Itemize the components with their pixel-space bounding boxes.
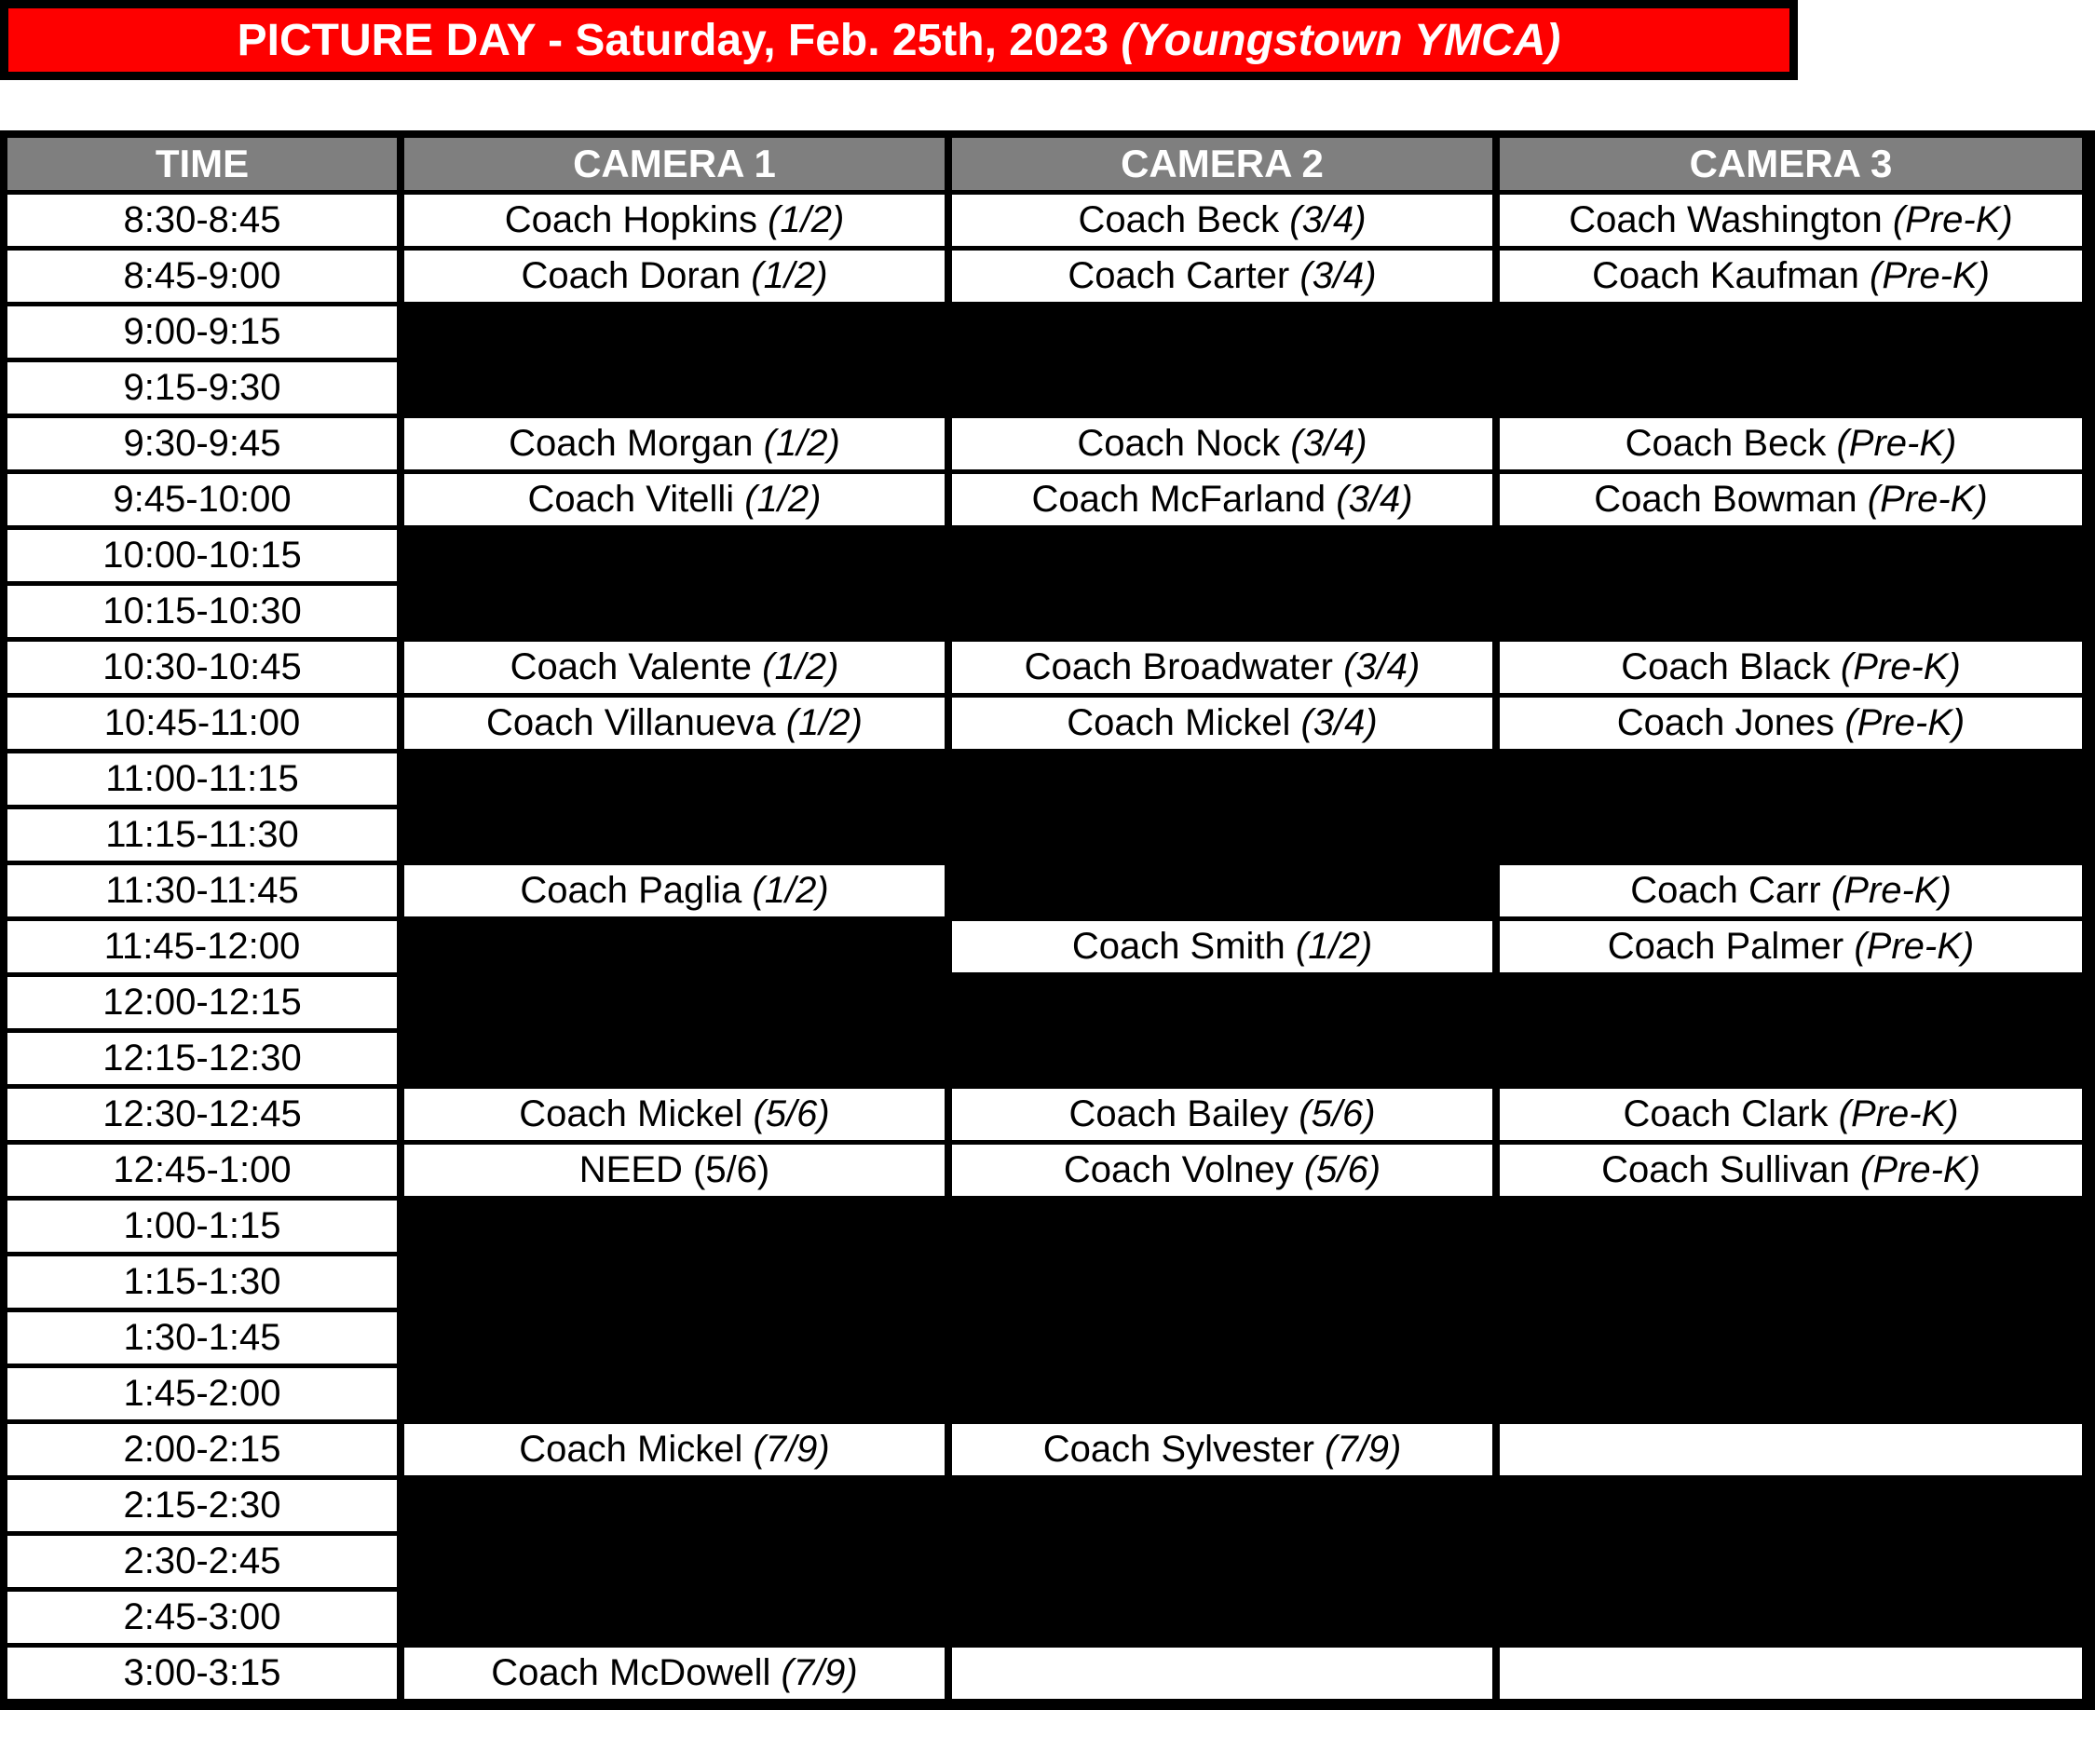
- camera-2-slot: [952, 195, 1492, 246]
- header-row: [7, 138, 2082, 190]
- header-time: TIME: [7, 138, 397, 190]
- table-row: [7, 1145, 2082, 1196]
- table-row: [7, 809, 2082, 861]
- camera-1-slot: [404, 474, 945, 525]
- coach-name: Coach Hopkins: [504, 199, 757, 240]
- camera-1-slot: [404, 1145, 945, 1196]
- table-row: [7, 306, 2082, 358]
- blank-slot: [1500, 1201, 2082, 1252]
- camera-3-slot: [1500, 698, 2082, 749]
- age-group: (3/4): [1300, 702, 1378, 743]
- blank-slot: [404, 1536, 945, 1587]
- table-row: [7, 362, 2082, 414]
- table-row: [7, 698, 2082, 749]
- table-row: [7, 586, 2082, 637]
- coach-name: Coach Palmer: [1607, 926, 1844, 967]
- blank-slot: [1500, 1256, 2082, 1308]
- blank-slot: [1500, 1592, 2082, 1643]
- blank-slot: [1500, 1536, 2082, 1587]
- time-slot: 2:00-2:15: [7, 1424, 397, 1475]
- banner-text: [8, 8, 1789, 72]
- age-group: (Pre-K): [1838, 1093, 1959, 1134]
- camera-3-slot: [1500, 921, 2082, 972]
- time-slot: 1:30-1:45: [7, 1312, 397, 1364]
- age-group: (Pre-K): [1840, 646, 1961, 687]
- camera-3-slot: [1500, 642, 2082, 693]
- blank-slot: [952, 306, 1492, 358]
- age-group: (Pre-K): [1860, 1149, 1980, 1190]
- age-group: (Pre-K): [1870, 255, 1990, 296]
- table-row: [7, 642, 2082, 693]
- table-row: [7, 1648, 2082, 1699]
- time-slot: 10:45-11:00: [7, 698, 397, 749]
- age-group: (1/2): [751, 255, 828, 296]
- blank-slot: [404, 1201, 945, 1252]
- camera-3-slot: [1500, 418, 2082, 469]
- camera-2-slot: [952, 642, 1492, 693]
- camera-1-slot: [404, 865, 945, 916]
- time-slot: 9:00-9:15: [7, 306, 397, 358]
- coach-name: Coach Bailey: [1068, 1093, 1289, 1134]
- camera-1-slot: [404, 1648, 945, 1699]
- blank-slot: [952, 1256, 1492, 1308]
- time-slot: 2:30-2:45: [7, 1536, 397, 1587]
- coach-name: Coach Paglia: [520, 870, 742, 911]
- time-slot: 10:15-10:30: [7, 586, 397, 637]
- coach-name: Coach Jones: [1616, 702, 1835, 743]
- coach-name: Coach Bowman: [1594, 479, 1857, 520]
- header-camera-3: CAMERA 3: [1500, 138, 2082, 190]
- age-group: (3/4): [1290, 423, 1367, 464]
- banner-title: PICTURE DAY - Saturday, Feb. 25th, 2023: [237, 15, 1109, 65]
- age-group: (5/6): [1303, 1149, 1381, 1190]
- coach-name: Coach Sylvester: [1042, 1429, 1314, 1470]
- blank-slot: [952, 1368, 1492, 1419]
- camera-2-slot: [952, 418, 1492, 469]
- time-slot: 11:45-12:00: [7, 921, 397, 972]
- time-slot: 1:00-1:15: [7, 1201, 397, 1252]
- age-group: (3/4): [1336, 479, 1413, 520]
- schedule-body: [7, 195, 2082, 1699]
- blank-slot: [952, 1536, 1492, 1587]
- camera-1-slot: [404, 195, 945, 246]
- coach-name: Coach Carr: [1630, 870, 1821, 911]
- table-row: [7, 1033, 2082, 1084]
- blank-slot: [952, 530, 1492, 581]
- camera-1-slot: [404, 418, 945, 469]
- time-slot: 1:45-2:00: [7, 1368, 397, 1419]
- blank-slot: [952, 586, 1492, 637]
- time-slot: 10:30-10:45: [7, 642, 397, 693]
- camera-2-slot: [952, 1145, 1492, 1196]
- coach-name: Coach Broadwater: [1024, 646, 1333, 687]
- age-group: (1/2): [752, 870, 829, 911]
- blank-slot: [1500, 1312, 2082, 1364]
- blank-slot: [1500, 530, 2082, 581]
- coach-name: Coach Volney: [1063, 1149, 1294, 1190]
- blank-slot: [1500, 586, 2082, 637]
- age-group: (1/2): [1295, 926, 1373, 967]
- time-slot: 2:15-2:30: [7, 1480, 397, 1531]
- coach-name: Coach Beck: [1625, 423, 1827, 464]
- time-slot: 12:15-12:30: [7, 1033, 397, 1084]
- blank-slot: [404, 530, 945, 581]
- coach-name: Coach Black: [1621, 646, 1830, 687]
- age-group: (5/6): [1299, 1093, 1376, 1134]
- blank-slot: [404, 306, 945, 358]
- camera-2-slot: [952, 698, 1492, 749]
- blank-slot: [952, 362, 1492, 414]
- time-slot: 1:15-1:30: [7, 1256, 397, 1308]
- age-group: (Pre-K): [1844, 702, 1966, 743]
- blank-slot: [1500, 1033, 2082, 1084]
- table-row: [7, 418, 2082, 469]
- table-row: [7, 1536, 2082, 1587]
- blank-slot: [1500, 1480, 2082, 1531]
- blank-slot: [404, 753, 945, 805]
- blank-slot: [404, 586, 945, 637]
- table-row: [7, 474, 2082, 525]
- camera-3-slot: [1500, 251, 2082, 302]
- table-row: [7, 1368, 2082, 1419]
- blank-slot: [1500, 1368, 2082, 1419]
- blank-slot: [404, 362, 945, 414]
- table-row: [7, 1592, 2082, 1643]
- camera-2-slot: [952, 251, 1492, 302]
- blank-slot: [952, 753, 1492, 805]
- age-group: (1/2): [768, 199, 845, 240]
- table-row: [7, 1256, 2082, 1308]
- coach-name: Coach Mickel: [1067, 702, 1291, 743]
- banner-location: (Youngstown YMCA): [1121, 15, 1561, 65]
- blank-slot: [404, 921, 945, 972]
- age-group: (3/4): [1299, 255, 1377, 296]
- table-row: [7, 865, 2082, 916]
- table-row: [7, 530, 2082, 581]
- age-group: (3/4): [1289, 199, 1367, 240]
- camera-1-slot: [404, 1424, 945, 1475]
- coach-name: Coach Carter: [1068, 255, 1290, 296]
- table-row: [7, 1201, 2082, 1252]
- blank-slot: [952, 1201, 1492, 1252]
- table-row: [7, 1424, 2082, 1475]
- table-row: [7, 977, 2082, 1028]
- age-group: (7/9): [1325, 1429, 1402, 1470]
- time-slot: 12:00-12:15: [7, 977, 397, 1028]
- camera-1-slot: [404, 251, 945, 302]
- blank-slot: [404, 1480, 945, 1531]
- time-slot: 8:30-8:45: [7, 195, 397, 246]
- blank-slot: [952, 809, 1492, 861]
- title-banner: [0, 0, 1798, 80]
- coach-name: Coach McDowell: [491, 1652, 771, 1693]
- blank-slot: [404, 1033, 945, 1084]
- age-group: (3/4): [1343, 646, 1421, 687]
- time-slot: 11:00-11:15: [7, 753, 397, 805]
- camera-3-slot: [1500, 1145, 2082, 1196]
- coach-name: Coach Morgan: [509, 423, 754, 464]
- blank-slot: [1500, 977, 2082, 1028]
- blank-slot: [952, 1033, 1492, 1084]
- age-group: (Pre-K): [1892, 199, 2013, 240]
- blank-slot: [404, 1592, 945, 1643]
- table-row: [7, 1480, 2082, 1531]
- camera-2-slot: [952, 1089, 1492, 1140]
- age-group: (1/2): [785, 702, 863, 743]
- age-group: (7/9): [753, 1429, 830, 1470]
- coach-name: Coach McFarland: [1031, 479, 1326, 520]
- blank-slot: [952, 1480, 1492, 1531]
- coach-name: Coach Washington: [1569, 199, 1883, 240]
- time-slot: 2:45-3:00: [7, 1592, 397, 1643]
- blank-slot: [404, 1312, 945, 1364]
- camera-3-slot: [1500, 474, 2082, 525]
- schedule-table: [0, 133, 2089, 1703]
- camera-1-slot: [404, 698, 945, 749]
- time-slot: 12:45-1:00: [7, 1145, 397, 1196]
- time-slot: 10:00-10:15: [7, 530, 397, 581]
- coach-name: Coach Villanueva: [486, 702, 776, 743]
- coach-name: Coach Doran: [521, 255, 741, 296]
- time-slot: 12:30-12:45: [7, 1089, 397, 1140]
- age-group: (1/2): [744, 479, 822, 520]
- blank-slot: [404, 809, 945, 861]
- camera-3-slot: [1500, 195, 2082, 246]
- age-group: (Pre-K): [1854, 926, 1975, 967]
- time-slot: 9:30-9:45: [7, 418, 397, 469]
- camera-2-slot: [952, 474, 1492, 525]
- blank-slot: [952, 865, 1492, 916]
- camera-2-slot: [952, 921, 1492, 972]
- coach-name: Coach Sullivan: [1601, 1149, 1850, 1190]
- blank-slot: [1500, 753, 2082, 805]
- camera-2-slot: [952, 1648, 1492, 1699]
- camera-3-slot: [1500, 865, 2082, 916]
- coach-name: Coach Valente: [510, 646, 753, 687]
- camera-1-slot: [404, 642, 945, 693]
- age-group: (1/2): [762, 646, 839, 687]
- table-row: [7, 921, 2082, 972]
- coach-name: NEED (5/6): [578, 1149, 770, 1190]
- blank-slot: [952, 1312, 1492, 1364]
- blank-slot: [952, 1592, 1492, 1643]
- blank-slot: [952, 977, 1492, 1028]
- age-group: (Pre-K): [1836, 423, 1957, 464]
- age-group: (5/6): [753, 1093, 830, 1134]
- time-slot: 9:15-9:30: [7, 362, 397, 414]
- header-camera-1: CAMERA 1: [404, 138, 945, 190]
- coach-name: Coach Clark: [1623, 1093, 1829, 1134]
- age-group: (Pre-K): [1867, 479, 1988, 520]
- age-group: (1/2): [763, 423, 840, 464]
- blank-slot: [1500, 362, 2082, 414]
- camera-3-slot: [1500, 1648, 2082, 1699]
- time-slot: 11:15-11:30: [7, 809, 397, 861]
- coach-name: Coach Beck: [1078, 199, 1280, 240]
- blank-slot: [404, 1368, 945, 1419]
- blank-slot: [404, 1256, 945, 1308]
- camera-3-slot: [1500, 1089, 2082, 1140]
- camera-3-slot: [1500, 1424, 2082, 1475]
- coach-name: Coach Smith: [1071, 926, 1286, 967]
- table-row: [7, 251, 2082, 302]
- coach-name: Coach Mickel: [519, 1093, 743, 1134]
- blank-slot: [1500, 809, 2082, 861]
- blank-slot: [1500, 306, 2082, 358]
- table-row: [7, 195, 2082, 246]
- age-group: (Pre-K): [1830, 870, 1952, 911]
- blank-slot: [404, 977, 945, 1028]
- time-slot: 8:45-9:00: [7, 251, 397, 302]
- coach-name: Coach Vitelli: [527, 479, 735, 520]
- coach-name: Coach Mickel: [519, 1429, 743, 1470]
- camera-2-slot: [952, 1424, 1492, 1475]
- schedule-table-frame: [0, 130, 2095, 1710]
- table-row: [7, 1089, 2082, 1140]
- age-group: (7/9): [781, 1652, 858, 1693]
- camera-1-slot: [404, 1089, 945, 1140]
- time-slot: 11:30-11:45: [7, 865, 397, 916]
- coach-name: Coach Kaufman: [1592, 255, 1859, 296]
- coach-name: Coach Nock: [1077, 423, 1281, 464]
- time-slot: 3:00-3:15: [7, 1648, 397, 1699]
- header-camera-2: CAMERA 2: [952, 138, 1492, 190]
- time-slot: 9:45-10:00: [7, 474, 397, 525]
- table-row: [7, 753, 2082, 805]
- table-row: [7, 1312, 2082, 1364]
